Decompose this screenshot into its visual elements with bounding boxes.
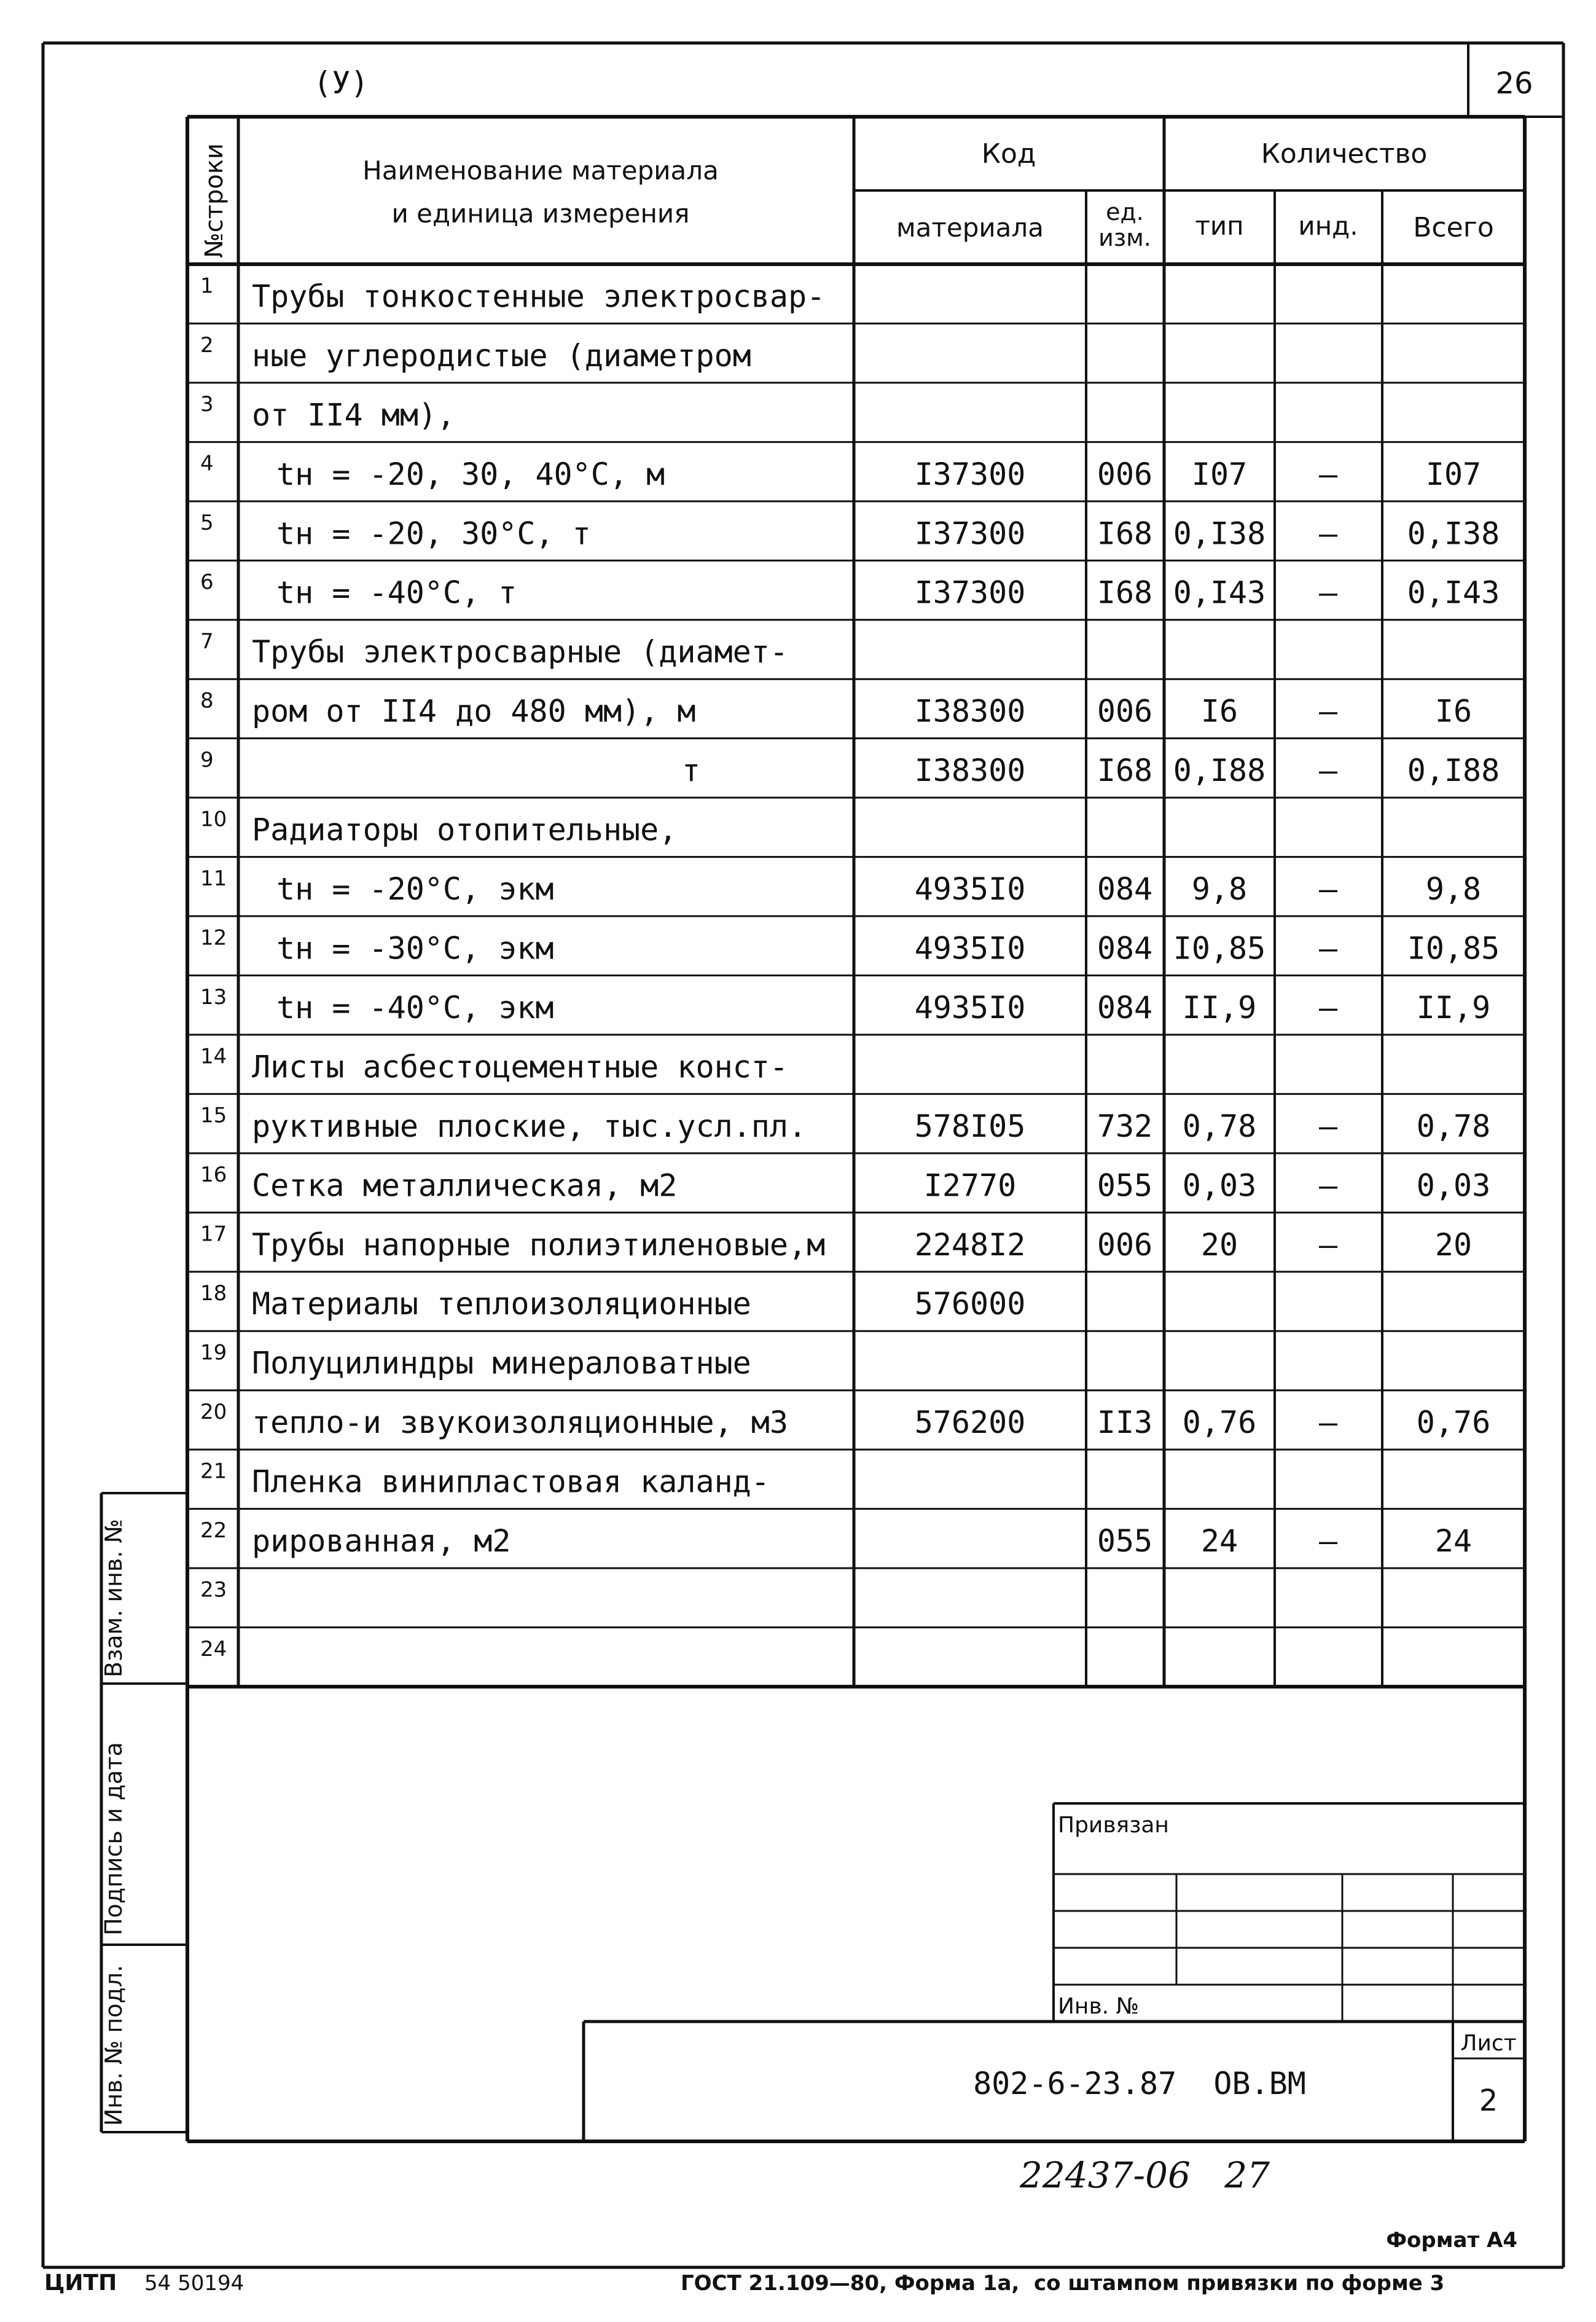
cell-indiv: – [1318, 753, 1338, 789]
table-row [200, 807, 677, 847]
cell-indiv: – [1318, 1226, 1338, 1263]
material-name: ные углеродистые (диаметром [252, 337, 751, 374]
header-material-code: материала [896, 213, 1044, 243]
cell-code: I38300 [914, 753, 1026, 789]
cell-indiv: – [1318, 930, 1338, 967]
cell-unit: 084 [1097, 871, 1153, 908]
cell-code: 576000 [914, 1286, 1026, 1322]
table-row [200, 1163, 1490, 1203]
table-row [200, 1637, 227, 1661]
table-row [200, 333, 751, 374]
cell-indiv: – [1318, 1108, 1338, 1144]
row-number: 12 [200, 925, 227, 951]
cell-unit: 055 [1097, 1167, 1153, 1204]
material-name: tн = -20, 30°C, т [276, 516, 591, 552]
cell-unit: 084 [1097, 989, 1153, 1026]
cell-type: 20 [1200, 1226, 1238, 1263]
cell-total: 0,I88 [1407, 753, 1500, 789]
cell-total: 24 [1434, 1523, 1473, 1559]
row-number: 17 [200, 1222, 227, 1247]
header-qty-group: Количество [1261, 138, 1428, 170]
row-number: 21 [200, 1459, 227, 1484]
side-label-replace-inv: Взам. инв. № [100, 1518, 127, 1677]
header-row-no: №строки [200, 143, 229, 258]
table-row [200, 866, 1481, 907]
table-row [200, 1400, 1490, 1440]
footer-standard: ГОСТ 21.109—80, Форма 1а, со штампом привязки по форме 3 [681, 2271, 1445, 2296]
cell-unit: 006 [1097, 1226, 1153, 1263]
cell-type: 0,I88 [1173, 753, 1266, 789]
cell-code: 2248I2 [914, 1226, 1026, 1263]
row-number: 1 [200, 273, 214, 299]
cell-unit: 732 [1097, 1108, 1153, 1144]
table-row [200, 1281, 1025, 1322]
cell-type: 0,03 [1182, 1167, 1257, 1204]
cell-type: 0,78 [1182, 1108, 1257, 1144]
row-number: 24 [200, 1636, 227, 1661]
cell-indiv: – [1318, 1167, 1338, 1204]
material-name: Полуцилиндры минераловатные [252, 1345, 751, 1381]
table-row [200, 629, 788, 670]
table-row [200, 925, 1500, 966]
header-indiv: инд. [1298, 211, 1358, 241]
cell-unit: 084 [1097, 930, 1153, 967]
material-name: Листы асбестоцементные конст- [252, 1049, 788, 1085]
row-number: 16 [200, 1163, 227, 1188]
cell-unit: 006 [1097, 693, 1153, 729]
row-number: 11 [200, 866, 227, 891]
side-label-signature-date: Подпись и дата [100, 1742, 127, 1936]
cell-unit: II3 [1097, 1405, 1153, 1441]
row-number: 3 [200, 392, 214, 417]
footer-org: ЦИТП [44, 2270, 117, 2296]
row-number: 23 [200, 1577, 227, 1602]
row-number: 9 [200, 747, 214, 772]
cell-unit: I68 [1097, 753, 1153, 789]
material-name: рированная, м2 [252, 1523, 511, 1559]
table-row [200, 511, 1500, 551]
row-number: 15 [200, 1103, 227, 1128]
material-name: Пленка винипластовая каланд- [252, 1464, 770, 1500]
cell-unit: 006 [1097, 456, 1153, 492]
cell-total: 0,03 [1416, 1167, 1491, 1204]
cell-indiv: – [1318, 989, 1338, 1026]
cell-unit: I68 [1097, 516, 1153, 552]
material-name: ром от II4 до 480 мм), м [252, 693, 696, 729]
table-row [200, 273, 825, 314]
cell-code: 576200 [914, 1405, 1026, 1441]
stamp-linked-label: Привязан [1058, 1813, 1169, 1838]
material-name: Трубы напорные полиэтиленовые,м [252, 1226, 826, 1263]
row-number: 18 [200, 1281, 227, 1306]
header-name-line1: Наименование материала [362, 155, 719, 186]
page-number: 26 [1495, 66, 1533, 101]
table-row [200, 452, 1481, 492]
cell-code: I37300 [914, 575, 1026, 611]
cell-indiv: – [1318, 871, 1338, 908]
table-row [200, 748, 1500, 788]
table-row [200, 1222, 1472, 1263]
row-number: 13 [200, 984, 227, 1010]
sheet-label: Лист [1460, 2031, 1517, 2056]
cell-indiv: – [1318, 1523, 1338, 1559]
table-row [200, 1459, 770, 1499]
cell-code: I38300 [914, 693, 1026, 729]
cell-type: I0,85 [1173, 930, 1266, 967]
row-number: 14 [200, 1044, 227, 1069]
table-rows [200, 273, 1500, 1661]
material-name: tн = -20°C, экм [276, 871, 554, 908]
material-name: Радиаторы отопительные, [252, 812, 678, 848]
cell-indiv: – [1318, 1405, 1338, 1441]
footer-code: 54 50194 [144, 2271, 244, 2296]
cell-code: I2770 [923, 1167, 1017, 1204]
cell-type: 24 [1200, 1523, 1238, 1559]
row-number: 8 [200, 688, 214, 713]
table-row [200, 570, 1500, 611]
cell-total: 20 [1434, 1226, 1473, 1263]
cell-total: 9,8 [1425, 871, 1482, 908]
cell-unit: I68 [1097, 575, 1153, 611]
table-row [200, 1518, 1472, 1559]
row-number: 6 [200, 570, 214, 595]
cell-total: 0,I38 [1407, 516, 1500, 552]
handwritten-number: 22437-06 27 [1020, 2154, 1270, 2196]
cell-code: 4935I0 [914, 930, 1026, 967]
material-name: tн = -20, 30, 40°C, м [276, 456, 665, 492]
cell-code: I37300 [914, 456, 1026, 492]
cell-type: II,9 [1182, 989, 1257, 1026]
material-name: т [681, 753, 701, 789]
material-name: tн = -40°C, экм [276, 989, 554, 1026]
cell-total: I0,85 [1407, 930, 1500, 967]
title-block-lines [187, 1803, 1525, 2141]
row-number: 2 [200, 332, 214, 358]
table-row [200, 1044, 788, 1085]
cell-code: 4935I0 [914, 871, 1026, 908]
cell-type: 0,I43 [1173, 575, 1266, 611]
cell-type: I6 [1200, 693, 1238, 729]
row-number: 7 [200, 629, 214, 654]
cell-total: 0,I43 [1407, 575, 1500, 611]
header-unit-line1: ед. [1106, 198, 1144, 226]
header-code-group: Код [981, 138, 1036, 170]
header-total: Всего [1413, 212, 1494, 243]
cell-code: 578I05 [914, 1108, 1026, 1144]
stamp-inv-no-label: Инв. № [1058, 1994, 1140, 2019]
document-designation: 802-6-23.87 ОВ.ВМ [973, 2066, 1306, 2101]
material-name: от II4 мм), [252, 397, 456, 433]
header-unit-line2: изм. [1098, 224, 1151, 251]
cell-type: I07 [1191, 456, 1248, 492]
table-row [200, 985, 1490, 1026]
cell-type: 0,76 [1182, 1405, 1257, 1441]
row-number: 5 [200, 511, 214, 536]
table-row [200, 689, 1472, 729]
cell-type: 9,8 [1191, 871, 1248, 908]
cell-indiv: – [1318, 575, 1338, 611]
cell-indiv: – [1318, 693, 1338, 729]
cell-code: I37300 [914, 516, 1026, 552]
cell-total: 0,76 [1416, 1405, 1491, 1441]
sheet-value: 2 [1479, 2084, 1498, 2118]
cell-code: 4935I0 [914, 989, 1026, 1026]
material-name: Сетка металлическая, м2 [252, 1167, 678, 1204]
header-name-line2: и единица измерения [391, 198, 690, 229]
row-number: 20 [200, 1400, 227, 1425]
cell-unit: 055 [1097, 1523, 1153, 1559]
material-name: Трубы электросварные (диамет- [252, 634, 788, 670]
row-number: 22 [200, 1518, 227, 1543]
cell-total: I6 [1434, 693, 1473, 729]
material-name: tн = -30°C, экм [276, 930, 554, 967]
material-name: Трубы тонкостенные электросвар- [252, 278, 826, 315]
variant-label: (У) [313, 65, 369, 101]
cell-total: 0,78 [1416, 1108, 1491, 1144]
material-name: тепло-и звукоизоляционные, м3 [252, 1405, 788, 1441]
cell-indiv: – [1318, 456, 1338, 492]
row-number: 19 [200, 1340, 227, 1365]
table-row [200, 1341, 751, 1381]
material-name: руктивные плоские, тыс.усл.пл. [252, 1108, 807, 1144]
row-number: 4 [200, 451, 214, 476]
header-type: тип [1195, 211, 1244, 241]
outer-frame [43, 43, 1563, 2267]
footer-format: Формат А4 [1386, 2228, 1517, 2253]
cell-total: I07 [1425, 456, 1482, 492]
cell-total: II,9 [1416, 989, 1491, 1026]
table-row [200, 1577, 227, 1602]
cell-indiv: – [1318, 516, 1338, 552]
table-row [200, 1104, 1490, 1144]
row-number: 10 [200, 807, 227, 832]
side-label-inv-orig: Инв. № подл. [100, 1964, 127, 2126]
cell-type: 0,I38 [1173, 516, 1266, 552]
material-name: tн = -40°C, т [276, 575, 517, 611]
material-name: Материалы теплоизоляционные [252, 1286, 751, 1322]
